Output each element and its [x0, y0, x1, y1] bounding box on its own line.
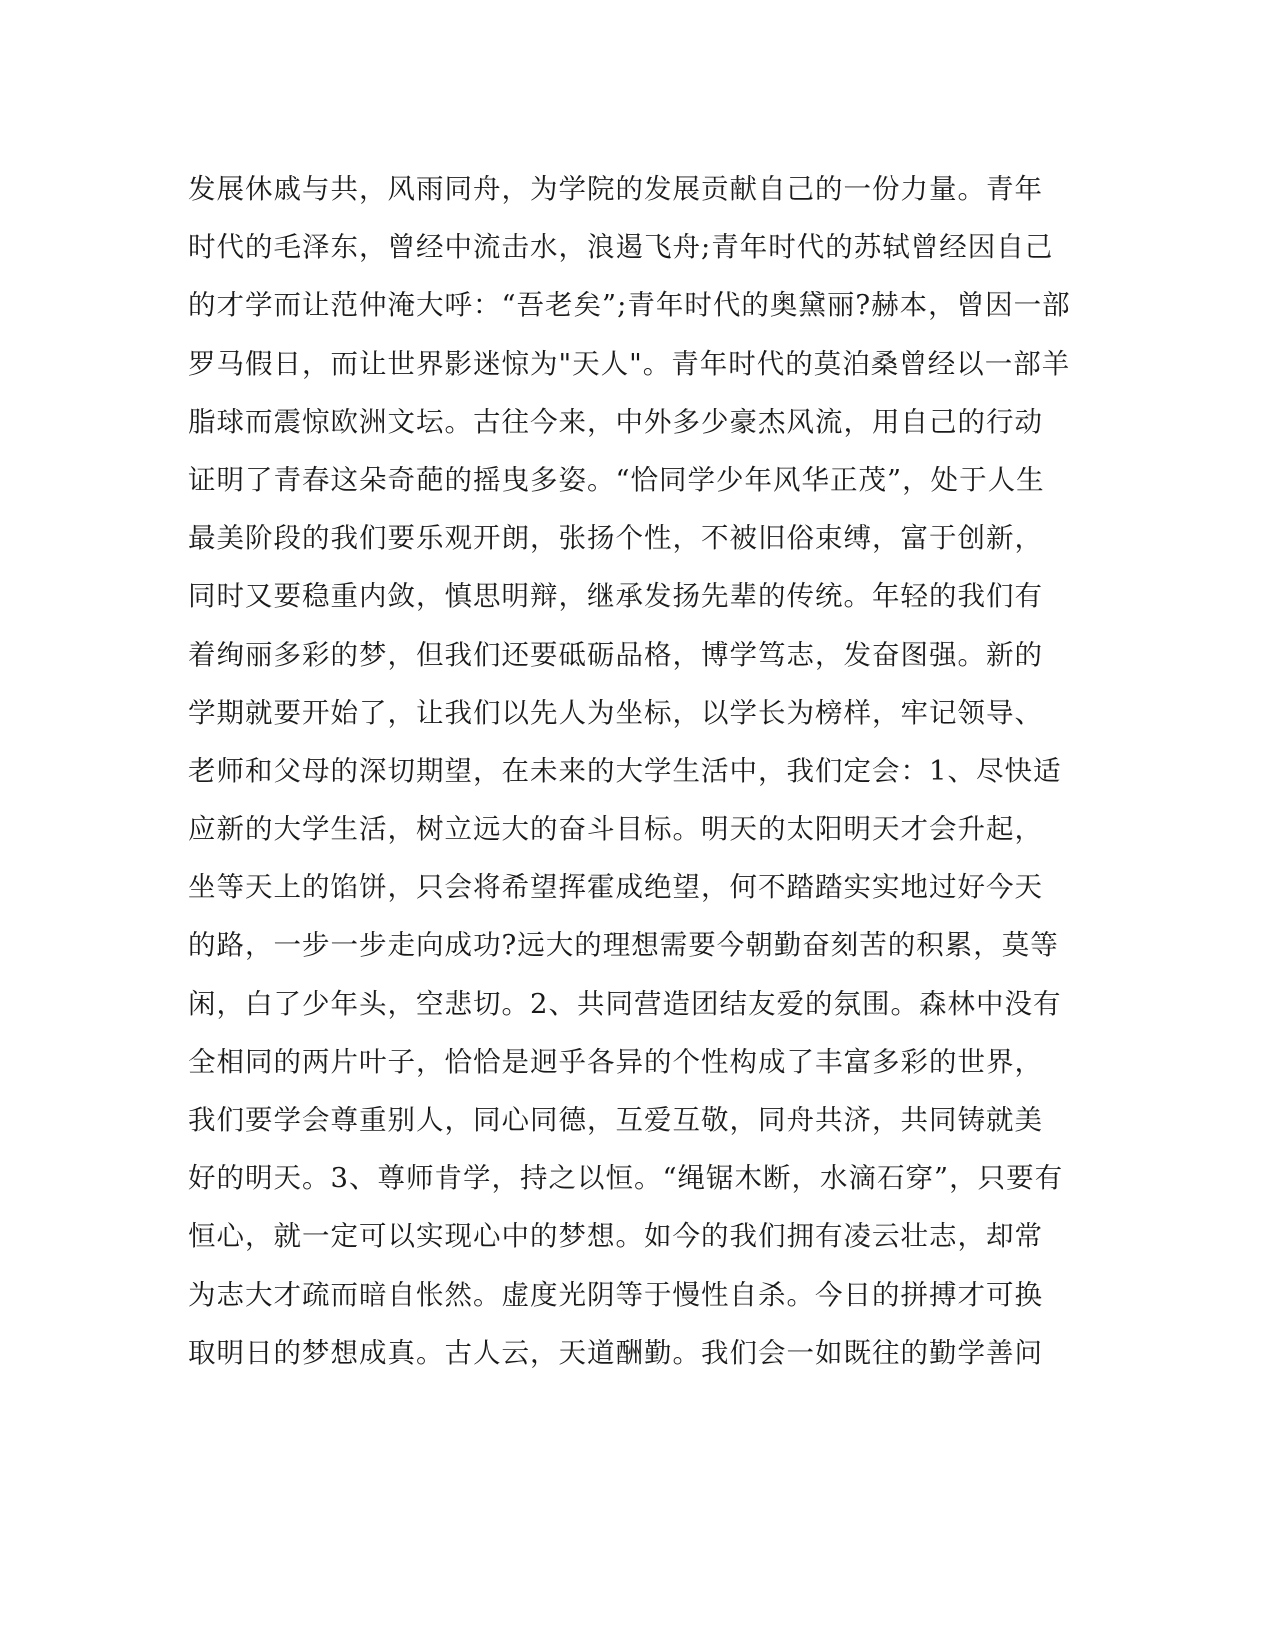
text-line: 时代的毛泽东，曾经中流击水，浪遏飞舟;青年时代的苏轼曾经因自己 — [188, 231, 1054, 264]
text-line: 证明了青春这朵奇葩的摇曳多姿。“恰同学少年风华正茂”，处于人生 — [188, 463, 1045, 496]
text-line: 罗马假日，而让世界影迷惊为"天人"。青年时代的莫泊桑曾经以一部羊 — [188, 347, 1071, 380]
text-line: 最美阶段的我们要乐观开朗，张扬个性，不被旧俗束缚，富于创新， — [188, 522, 1043, 555]
text-line: 的才学而让范仲淹大呼：“吾老矣”;青年时代的奥黛丽?赫本，曾因一部 — [188, 289, 1071, 322]
text-line: 脂球而震惊欧洲文坛。古往今来，中外多少豪杰风流，用自己的行动 — [188, 405, 1043, 438]
text-line: 为志大才疏而暗自怅然。虚度光阴等于慢性自杀。今日的拼搏才可换 — [188, 1278, 1043, 1311]
text-line: 同时又要稳重内敛，慎思明辩，继承发扬先辈的传统。年轻的我们有 — [188, 580, 1043, 613]
text-line: 恒心，就一定可以实现心中的梦想。如今的我们拥有凌云壮志，却常 — [188, 1220, 1043, 1253]
body-text — [188, 160, 1088, 1382]
text-line: 应新的大学生活，树立远大的奋斗目标。明天的太阳明天才会升起， — [188, 813, 1043, 846]
text-line: 学期就要开始了，让我们以先人为坐标，以学长为榜样，牢记领导、 — [188, 696, 1043, 729]
text-line: 全相同的两片叶子，恰恰是迥乎各异的个性构成了丰富多彩的世界， — [188, 1045, 1043, 1078]
text-line: 闲，白了少年头，空悲切。2、共同营造团结友爱的氛围。森林中没有 — [188, 987, 1062, 1020]
text-line: 老师和父母的深切期望，在未来的大学生活中，我们定会：1、尽快适 — [188, 754, 1062, 787]
text-line: 着绚丽多彩的梦，但我们还要砥砺品格，博学笃志，发奋图强。新的 — [188, 638, 1043, 671]
text-line: 发展休戚与共，风雨同舟，为学院的发展贡献自己的一份力量。青年 — [188, 173, 1043, 205]
text-line: 坐等天上的馅饼，只会将希望挥霍成绝望，何不踏踏实实地过好今天 — [188, 871, 1043, 904]
text-line: 好的明天。3、尊师肯学，持之以恒。“绳锯木断，水滴石穿”，只要有 — [188, 1162, 1064, 1195]
text-line: 我们要学会尊重别人，同心同德，互爱互敬，同舟共济，共同铸就美 — [188, 1104, 1043, 1136]
text-line: 的路，一步一步走向成功?远大的理想需要今朝勤奋刻苦的积累，莫等 — [188, 929, 1059, 962]
text-line: 取明日的梦想成真。古人云，天道酬勤。我们会一如既往的勤学善问 — [188, 1336, 1043, 1369]
